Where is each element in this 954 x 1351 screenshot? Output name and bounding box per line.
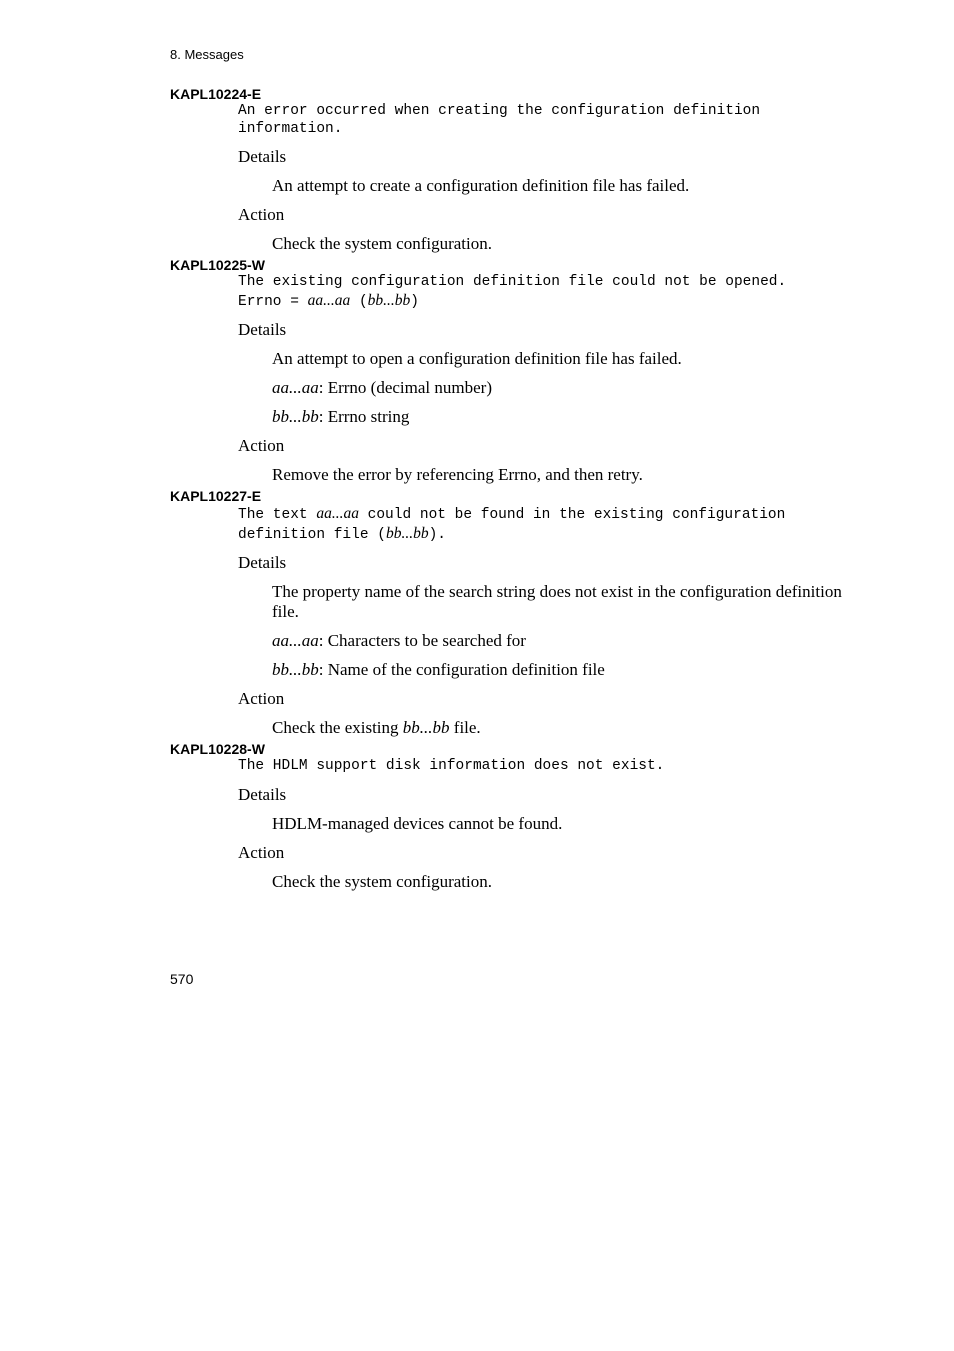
details-text: HDLM-managed devices cannot be found.: [272, 813, 563, 833]
action-text: Check the existing bb...bb file.: [272, 718, 481, 737]
action-text: Remove the error by referencing Errno, and then retry.: [272, 465, 643, 484]
message-block: [170, 488, 850, 738]
details-text: The property name of the search string does not exist in the configuration definition file.: [272, 582, 842, 621]
variable-description: aa...aa: Characters to be searched for: [272, 631, 526, 650]
message-text: An error occurred when creating the configuration definition information.: [238, 103, 761, 137]
action-text: Check the system configuration.: [272, 871, 493, 891]
message-id: KAPL10227-E: [170, 488, 262, 504]
message-id: KAPL10225-W: [170, 257, 265, 273]
message-id: KAPL10224-E: [170, 86, 262, 102]
details-heading: Details: [238, 553, 287, 572]
action-heading: Action: [238, 689, 285, 708]
message-block: [170, 86, 850, 254]
action-text: Check the system configuration.: [272, 234, 493, 253]
action-heading: Action: [238, 436, 285, 455]
message-block: [170, 741, 850, 892]
variable-description: bb...bb: Errno string: [272, 407, 410, 426]
details-heading: Details: [238, 320, 287, 339]
variable-description: bb...bb: Name of the configuration definition file: [272, 660, 605, 679]
details-text: An attempt to open a configuration definition file has failed.: [272, 349, 682, 368]
action-heading: Action: [238, 842, 285, 862]
variable-description: aa...aa: Errno (decimal number): [272, 378, 492, 397]
message-id: KAPL10228-W: [170, 741, 265, 757]
message-block: [170, 257, 850, 485]
running-head: 8. Messages: [170, 47, 244, 62]
page-content: [170, 86, 850, 895]
message-text: The text aa...aa could not be found in the existing configuration definition file (bb...bb).: [238, 505, 786, 543]
details-heading: Details: [238, 784, 287, 804]
details-text: An attempt to create a configuration definition file has failed.: [272, 176, 690, 195]
message-text: The existing configuration definition file could not be opened. Errno = aa...aa (bb...bb): [238, 274, 787, 310]
action-heading: Action: [238, 205, 285, 224]
details-heading: Details: [238, 147, 287, 166]
message-text: The HDLM support disk information does not exist.: [238, 758, 665, 774]
page-number: 570: [170, 971, 194, 987]
